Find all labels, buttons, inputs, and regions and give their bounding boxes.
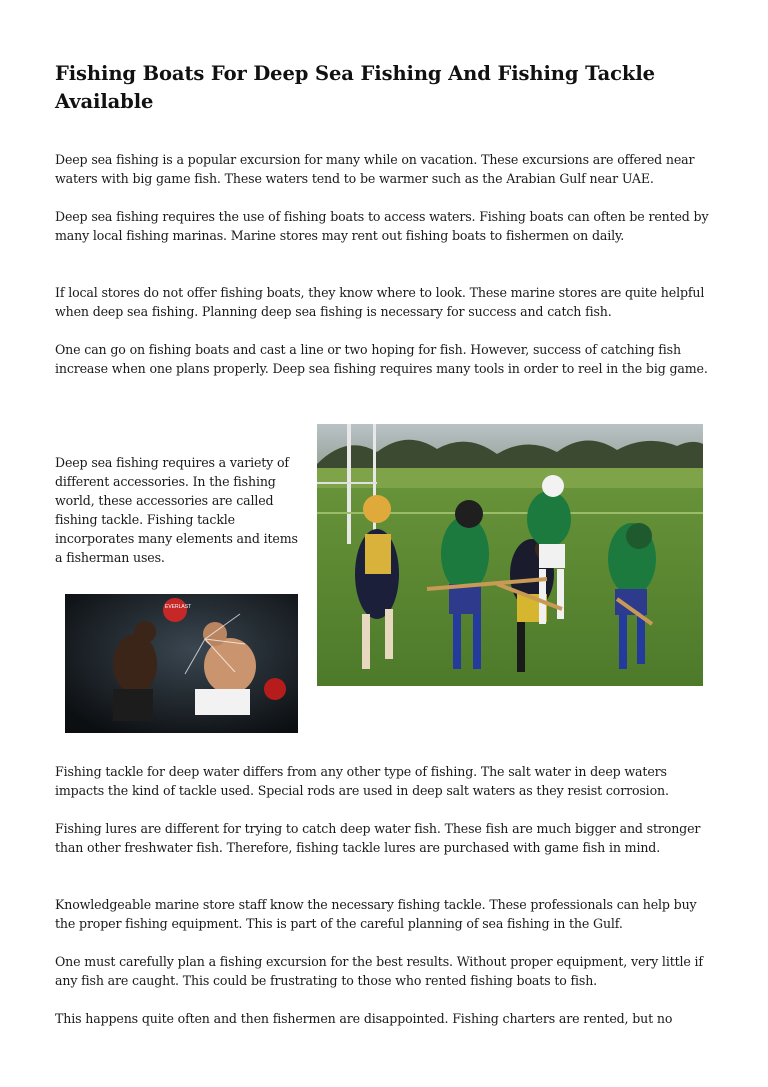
paragraph-10: This happens quite often and then fishermen are disappointed. Fishing charters are rented, but no (55, 1011, 673, 1026)
paragraph-7: Fishing lures are different for trying to catch deep water fish. These fish are much bigger and stronger than other freshwater fish. Therefore, fishing tackle lures are purchased with game fish in mind. (55, 821, 701, 855)
paragraph-5: Deep sea fishing requires a variety of different accessories. In the fishing world, these accessories are called fishing tackle. Fishing tackle incorporates many elements and items a fisherman uses. (55, 455, 298, 565)
paragraph-2: Deep sea fishing requires the use of fishing boats to access waters. Fishing boats can often be rented by many local fishing marinas. Marine stores may rent out fishing boats to fishermen on daily. (55, 209, 709, 243)
paragraph-9: One must carefully plan a fishing excursion for the best results. Without proper equipment, very little if any fish are caught. This could be frustrating to those who rented fishing boats to fish. (55, 954, 703, 988)
sport-photo (317, 424, 703, 686)
paragraph-4: One can go on fishing boats and cast a line or two hoping for fish. However, success of catching fish increase when one plans properly. Deep sea fishing requires many tools in order to reel in the big game. (55, 342, 708, 376)
paragraph-1: Deep sea fishing is a popular excursion for many while on vacation. These excursions are offered near waters with big game fish. These waters tend to be warmer such as the Arabian Gulf near UAE. (55, 152, 695, 186)
paragraph-3: If local stores do not offer fishing boats, they know where to look. These marine stores are quite helpful when deep sea fishing. Planning deep sea fishing is necessary for success and catch fish. (55, 285, 705, 319)
paragraph-6: Fishing tackle for deep water differs from any other type of fishing. The salt water in deep waters impacts the kind of tackle used. Special rods are used in deep salt waters as they resist corrosion. (55, 764, 669, 798)
paragraph-8: Knowledgeable marine store staff know the necessary fishing tackle. These professionals can help buy the proper fishing equipment. This is part of the careful planning of sea fishing in the Gulf. (55, 897, 697, 931)
page-title: Fishing Boats For Deep Sea Fishing And Fishing Tackle Available (55, 62, 655, 113)
glove-brand-text: EVERLAST (165, 604, 192, 610)
boxing-photo (65, 594, 298, 733)
